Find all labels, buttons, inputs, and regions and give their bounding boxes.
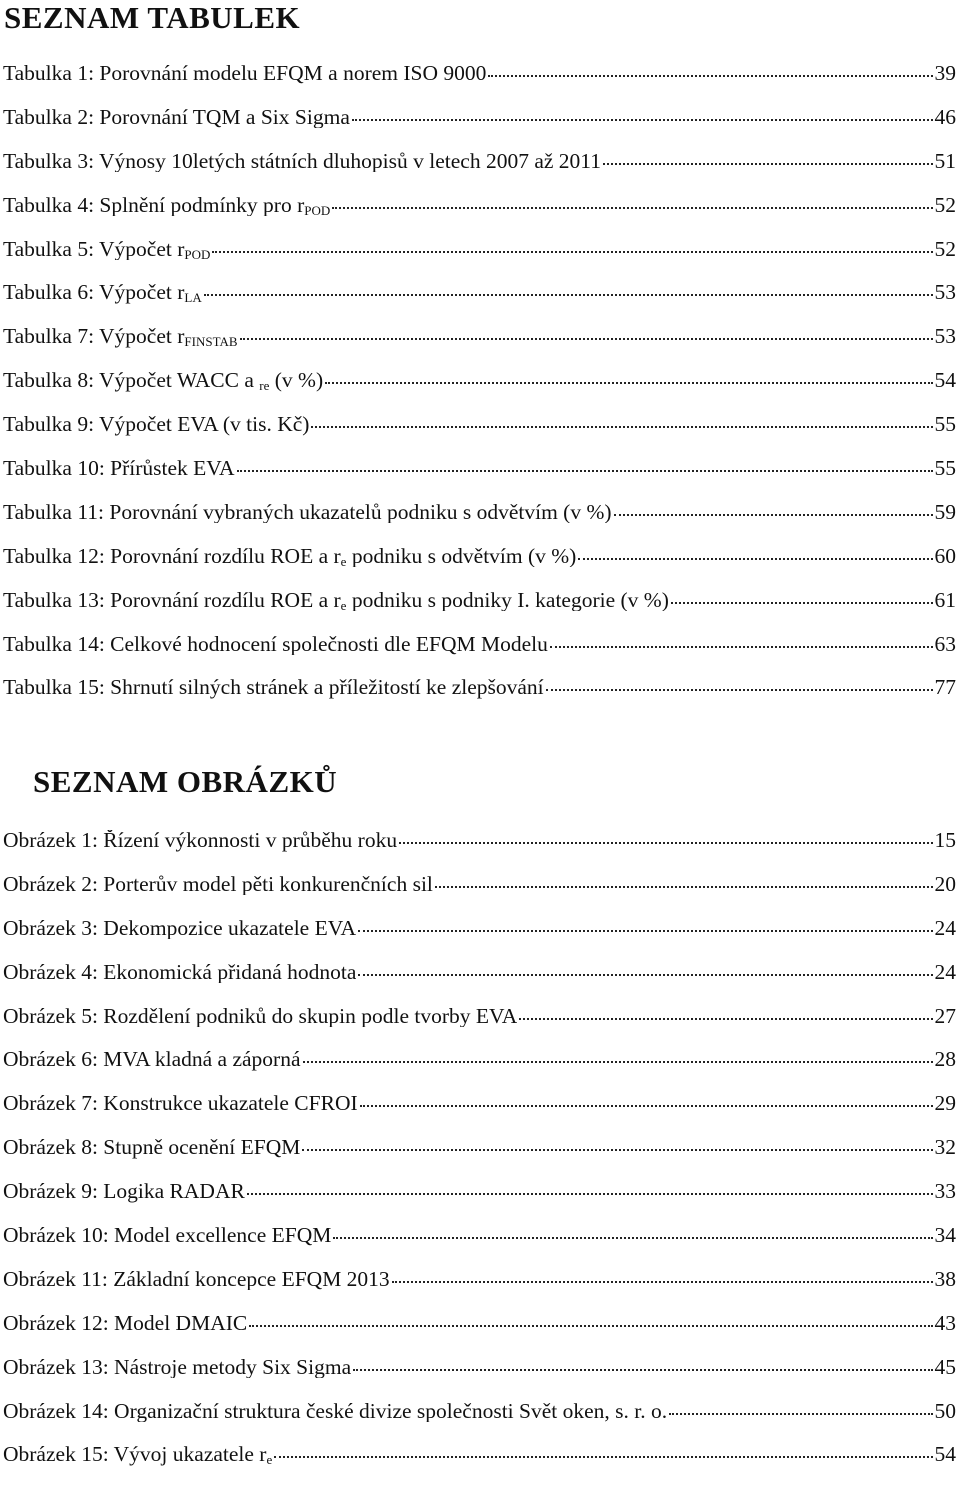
figure-list-entry[interactable] — [3, 1137, 956, 1181]
entry-page-number: 53 — [934, 324, 956, 349]
figure-list-entry[interactable] — [3, 1003, 956, 1050]
entry-page-number: 54 — [934, 368, 956, 393]
entry-title-text: Tabulka 2: Porovnání TQM a Six Sigma — [3, 106, 350, 129]
entry-title-suffix: (v %) — [269, 370, 324, 392]
entry-page-number: 38 — [934, 1266, 956, 1291]
entry-title-text: Obrázek 2: Porterův model pěti konkurenčních sil — [3, 873, 433, 896]
dot-leader — [392, 1281, 933, 1283]
figure-list-entry[interactable] — [3, 1049, 956, 1093]
entry-title-text: Obrázek 10: Model excellence EFQM — [3, 1225, 332, 1247]
entry-title — [3, 195, 330, 217]
entry-title-subscript: FINSTAB — [184, 334, 238, 348]
table-list-entry[interactable] — [3, 414, 956, 458]
table-list-entry[interactable] — [3, 631, 956, 678]
figures-list — [3, 830, 956, 1488]
entry-title-text: Tabulka 3: Výnosy 10letých státních dluhopisů v letech 2007 až 2011 — [3, 150, 602, 173]
figure-list-entry[interactable] — [3, 1266, 956, 1313]
dot-leader — [247, 1193, 933, 1195]
entry-page-number: 61 — [934, 587, 956, 612]
entry-title-text: Tabulka 6: Výpočet r — [3, 282, 185, 304]
dot-leader — [358, 930, 932, 932]
entry-title — [3, 1401, 667, 1423]
entry-title — [3, 1137, 300, 1159]
dot-leader — [311, 426, 932, 428]
dot-leader — [399, 842, 932, 844]
entry-title-subscript: e — [340, 553, 347, 568]
entry-page-number: 24 — [934, 915, 956, 940]
entry-title — [3, 107, 350, 129]
entry-page-number: 34 — [934, 1223, 956, 1248]
figure-list-entry[interactable] — [3, 871, 956, 918]
entry-page-number: 52 — [934, 236, 956, 261]
entry-title-text: Obrázek 13: Nástroje metody Six Sigma — [3, 1356, 352, 1379]
entry-title — [3, 414, 309, 436]
entry-page-number: 28 — [934, 1047, 956, 1072]
entry-title — [3, 1313, 247, 1335]
entry-title-text: Tabulka 8: Výpočet WACC a — [3, 370, 260, 392]
table-list-entry[interactable] — [3, 458, 956, 502]
entry-title-text: Obrázek 11: Základní koncepce EFQM 2013 — [3, 1268, 390, 1291]
table-list-entry[interactable] — [3, 543, 956, 590]
entry-title — [3, 1357, 351, 1379]
dot-leader — [237, 470, 933, 472]
entry-page-number: 45 — [934, 1354, 956, 1379]
dot-leader — [519, 1018, 932, 1020]
entry-title — [3, 502, 612, 524]
entry-page-number: 32 — [934, 1135, 956, 1160]
entry-title — [3, 1181, 245, 1203]
figure-list-entry[interactable] — [3, 1093, 956, 1137]
dot-leader — [360, 1105, 933, 1107]
figure-list-entry[interactable] — [3, 1444, 956, 1488]
entry-title-text: Tabulka 13: Porovnání rozdílu ROE a r — [3, 589, 341, 612]
entry-title — [3, 63, 486, 85]
figure-list-entry[interactable] — [3, 915, 956, 962]
entry-title-text: Tabulka 9: Výpočet EVA (v tis. Kč) — [3, 414, 310, 436]
entry-title-text: Tabulka 15: Shrnutí silných stránek a příležitostí ke zlepšování — [3, 677, 544, 699]
figure-list-entry[interactable] — [3, 1225, 956, 1269]
entry-title-subscript: POD — [184, 246, 211, 261]
entry-title-text: Tabulka 5: Výpočet r — [3, 238, 185, 261]
entry-page-number: 55 — [934, 412, 956, 437]
entry-title-text: Obrázek 14: Organizační struktura české divize společnosti Svět oken, s. r. o. — [3, 1400, 668, 1423]
table-list-entry[interactable] — [3, 587, 956, 634]
dot-leader — [550, 646, 933, 648]
figures-list-heading: SEZNAM OBRÁZKŮ — [33, 764, 338, 799]
dot-leader — [249, 1325, 932, 1327]
entry-title — [3, 546, 576, 568]
dot-leader — [212, 251, 932, 253]
figure-list-entry[interactable] — [3, 1354, 956, 1401]
dot-leader — [325, 382, 932, 384]
entry-page-number: 33 — [934, 1179, 956, 1204]
entry-title-text: Obrázek 5: Rozdělení podniků do skupin podle tvorby EVA — [3, 1005, 518, 1028]
dot-leader — [358, 974, 932, 976]
dot-leader — [603, 163, 932, 165]
dot-leader — [488, 75, 932, 77]
table-list-entry[interactable] — [3, 370, 956, 414]
entry-title-suffix: podniku s podniky I. kategorie (v %) — [346, 589, 669, 612]
dot-leader — [669, 1413, 932, 1415]
entry-page-number: 60 — [934, 543, 956, 568]
entry-title — [3, 1049, 301, 1071]
entry-title-text: Obrázek 9: Logika RADAR — [3, 1181, 245, 1203]
dot-leader — [671, 602, 933, 604]
dot-leader — [614, 514, 933, 516]
figure-list-entry[interactable] — [3, 1398, 956, 1445]
table-list-entry[interactable] — [3, 63, 956, 107]
dot-leader — [578, 558, 932, 560]
entry-title — [3, 458, 235, 480]
entry-title-text: Tabulka 10: Přírůstek EVA — [3, 458, 235, 480]
table-list-entry[interactable] — [3, 677, 956, 721]
entry-title — [3, 1093, 358, 1115]
entry-title-text: Tabulka 14: Celkové hodnocení společnosti dle EFQM Modelu — [3, 633, 548, 656]
figure-list-entry[interactable] — [3, 1310, 956, 1357]
entry-page-number: 53 — [934, 280, 956, 305]
entry-title-text: Obrázek 4: Ekonomická přidaná hodnota — [3, 961, 357, 984]
entry-title-subscript: e — [266, 1452, 273, 1466]
entry-title — [3, 1225, 331, 1247]
entry-title — [3, 1269, 390, 1291]
entry-title-text: Tabulka 7: Výpočet r — [3, 326, 185, 348]
entry-page-number: 77 — [934, 675, 956, 700]
entry-title-text: Tabulka 1: Porovnání modelu EFQM a norem ISO 9000 — [3, 63, 487, 85]
dot-leader — [274, 1456, 932, 1458]
entry-page-number: 59 — [934, 499, 956, 524]
dot-leader — [302, 1149, 932, 1151]
table-list-entry[interactable] — [3, 499, 956, 546]
entry-page-number: 50 — [934, 1398, 956, 1423]
entry-title-text: Obrázek 15: Vývoj ukazatele r — [3, 1444, 267, 1466]
entry-page-number: 20 — [934, 871, 956, 896]
entry-title-text: Obrázek 6: MVA kladná a záporná — [3, 1049, 301, 1071]
dot-leader — [435, 886, 933, 888]
tables-list-heading: SEZNAM TABULEK — [4, 0, 301, 35]
entry-title — [3, 326, 238, 348]
entry-title-text: Tabulka 4: Splnění podmínky pro r — [3, 194, 305, 217]
dot-leader — [332, 207, 932, 209]
entry-title — [3, 1006, 517, 1028]
entry-title-subscript: re — [259, 378, 270, 392]
entry-title-subscript: POD — [304, 202, 331, 217]
table-list-entry[interactable] — [3, 326, 956, 370]
entry-page-number: 63 — [934, 631, 956, 656]
entry-title-subscript: e — [340, 597, 347, 612]
entry-title-text: Obrázek 3: Dekompozice ukazatele EVA — [3, 917, 357, 940]
dot-leader — [204, 294, 933, 296]
entry-page-number: 54 — [934, 1442, 956, 1467]
dot-leader — [303, 1061, 933, 1063]
entry-page-number: 52 — [934, 192, 956, 217]
entry-title — [3, 1444, 272, 1466]
entry-page-number: 43 — [934, 1310, 956, 1335]
table-list-entry[interactable] — [3, 104, 956, 151]
table-list-entry[interactable] — [3, 192, 956, 239]
figure-list-entry[interactable] — [3, 830, 956, 874]
entry-title — [3, 830, 397, 852]
entry-title — [3, 677, 544, 699]
entry-title — [3, 239, 210, 261]
entry-title — [3, 874, 433, 896]
entry-page-number: 46 — [934, 104, 956, 129]
dot-leader — [240, 338, 933, 340]
entry-title-text: Tabulka 11: Porovnání vybraných ukazatelů podniku s odvětvím (v %) — [3, 501, 612, 524]
entry-title — [3, 634, 548, 656]
entry-title-text: Obrázek 8: Stupně ocenění EFQM — [3, 1137, 301, 1159]
table-list-entry[interactable] — [3, 148, 956, 195]
entry-page-number: 51 — [934, 148, 956, 173]
table-list-entry[interactable] — [3, 282, 956, 326]
entry-title — [3, 590, 669, 612]
entry-page-number: 15 — [934, 828, 956, 852]
dot-leader — [353, 1369, 932, 1371]
figure-list-entry[interactable] — [3, 1181, 956, 1225]
entry-page-number: 24 — [934, 959, 956, 984]
entry-page-number: 29 — [934, 1091, 956, 1116]
entry-page-number: 39 — [934, 61, 956, 85]
entry-title — [3, 282, 202, 304]
entry-title — [3, 151, 601, 173]
dot-leader — [333, 1237, 932, 1239]
entry-title — [3, 962, 356, 984]
entry-title — [3, 918, 356, 940]
entry-page-number: 27 — [934, 1003, 956, 1028]
dot-leader — [546, 689, 933, 691]
entry-title-subscript: LA — [184, 290, 202, 304]
entry-page-number: 55 — [934, 456, 956, 481]
entry-title-text: Tabulka 12: Porovnání rozdílu ROE a r — [3, 545, 341, 568]
table-list-entry[interactable] — [3, 236, 956, 283]
entry-title — [3, 370, 323, 392]
entry-title-text: Obrázek 12: Model DMAIC — [3, 1312, 248, 1335]
dot-leader — [352, 119, 933, 121]
entry-title-suffix: podniku s odvětvím (v %) — [346, 545, 577, 568]
tables-list — [3, 63, 956, 721]
entry-title-text: Obrázek 1: Řízení výkonnosti v průběhu roku — [3, 830, 398, 852]
entry-title-text: Obrázek 7: Konstrukce ukazatele CFROI — [3, 1093, 358, 1115]
figure-list-entry[interactable] — [3, 959, 956, 1006]
